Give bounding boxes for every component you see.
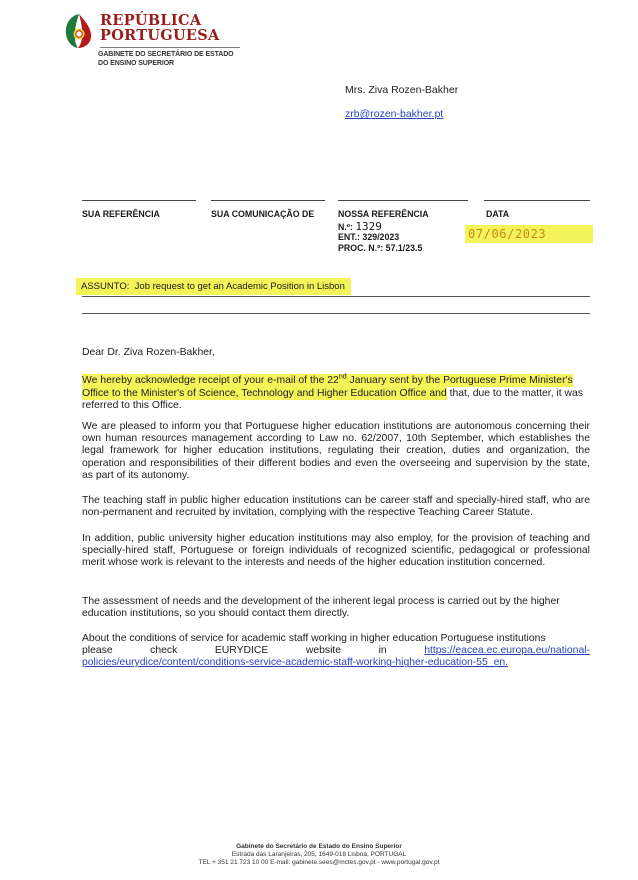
- paragraph-eurydice: [82, 633, 590, 670]
- letterhead-department-line2: DO ENSINO SUPERIOR: [98, 60, 174, 67]
- subject-rule-bottom: [82, 313, 590, 314]
- paragraph-assessment: The assessment of needs and the development of the inherent legal process is carried out by the higher education institutions, so you should contact them directly.: [82, 596, 560, 620]
- word: EURYDICE: [214, 645, 269, 657]
- p1-text-b: January sent by the Portuguese Prime Minister's Office to the Minister's of Science, Technology and Higher Education Office and: [82, 375, 573, 399]
- eurydice-link-part1[interactable]: https://eacea.ec.europa.eu/national-: [424, 645, 590, 657]
- letterhead-department-line1: GABINETE DO SECRETÁRIO DE ESTADO: [98, 51, 234, 58]
- recipient-name: Mrs. Ziva Rozen-Bakher: [345, 84, 459, 96]
- p1-superscript: nd: [338, 374, 347, 381]
- reference-line: [484, 200, 590, 201]
- footer-contact: TEL + 351 21 723 10 00 E-mail: gabinete.sees@mctes.gov.pt - www.portugal.gov.pt: [198, 859, 440, 867]
- footer-title: Gabinete do Secretário de Estado do Ensino Superior: [236, 843, 402, 850]
- subject-label: ASSUNTO:: [81, 281, 130, 292]
- reference-line: [211, 200, 325, 201]
- paragraph-acknowledgement: [82, 372, 590, 412]
- sua-comunicacao-label: SUA COMUNICAÇÃO DE: [211, 209, 315, 219]
- word: in: [378, 645, 387, 657]
- data-label: DATA: [486, 209, 510, 219]
- reference-number-value: 1329: [355, 220, 382, 233]
- p1-text-c: that, due to the matter, it was referred to this Office.: [82, 387, 584, 411]
- paragraph-employment: In addition, public university higher education institutions may also employ, for the provision of teaching and specially-hired staff, Portuguese or foreign individuals of recognized scientific, pedagogical or professional merit whose work is relevant to the interests and needs of the higher education institution concerned.: [82, 533, 590, 569]
- letterhead-divider: [100, 47, 240, 48]
- paragraph-teaching-staff: The teaching staff in public higher education institutions can be career staff and specially-hired staff, who are non-permanent and recruited by invitation, complying with the respective Teaching Career Statute.: [82, 495, 590, 519]
- greeting: Dear Dr. Ziva Rozen-Bakher,: [82, 347, 215, 358]
- p1-text-a: We hereby acknowledge receipt of your e-mail of the 22: [82, 375, 339, 387]
- reference-number-label: N.º:: [338, 222, 353, 232]
- subject-line: [76, 278, 351, 295]
- reference-line: [82, 200, 196, 201]
- eurydice-line2: [82, 645, 590, 657]
- word: check: [150, 645, 178, 657]
- word: website: [305, 645, 342, 657]
- sua-referencia-label: SUA REFERÊNCIA: [82, 209, 160, 219]
- nossa-referencia-label: NOSSA REFERÊNCIA: [338, 209, 429, 219]
- eurydice-link-part2[interactable]: policies/eurydice/content/conditions-service-academic-staff-working-higher-education-55_en.: [82, 657, 509, 669]
- portuguese-republic-emblem: [62, 12, 96, 50]
- recipient-email-link[interactable]: zrb@rozen-bakher.pt: [345, 108, 444, 120]
- entry-number: ENT.: 329/2023: [338, 232, 400, 242]
- subject-rule-top: [82, 296, 590, 297]
- process-number: PROC. N.º: 57.1/23.5: [338, 243, 423, 253]
- word: please: [82, 645, 113, 657]
- paragraph-autonomy: We are pleased to inform you that Portuguese higher education institutions are autonomous concerning their own human resources management according to Law no. 62/2007, 10th September, which establishes the legal framework for higher education institutions, regulating their creation, duties and organization, the operation and responsibilities of their different bodies and even the overseeing and supervision by the state, as part of its autonomy.: [82, 421, 590, 481]
- reference-line: [338, 200, 468, 201]
- letterhead-title-line1: REPÚBLICA: [100, 12, 202, 29]
- subject-text: Job request to get an Academic Position in Lisbon: [134, 281, 345, 292]
- footer-address: Estrada das Laranjeiras, 205, 1649-018 Lisboa, PORTUGAL: [231, 851, 407, 859]
- letterhead-title-line2: PORTUGUESA: [100, 27, 220, 44]
- eurydice-line1: About the conditions of service for academic staff working in higher education Portuguese institutions: [82, 633, 546, 644]
- date-value: 07/06/2023: [468, 227, 547, 241]
- footer: [0, 843, 638, 868]
